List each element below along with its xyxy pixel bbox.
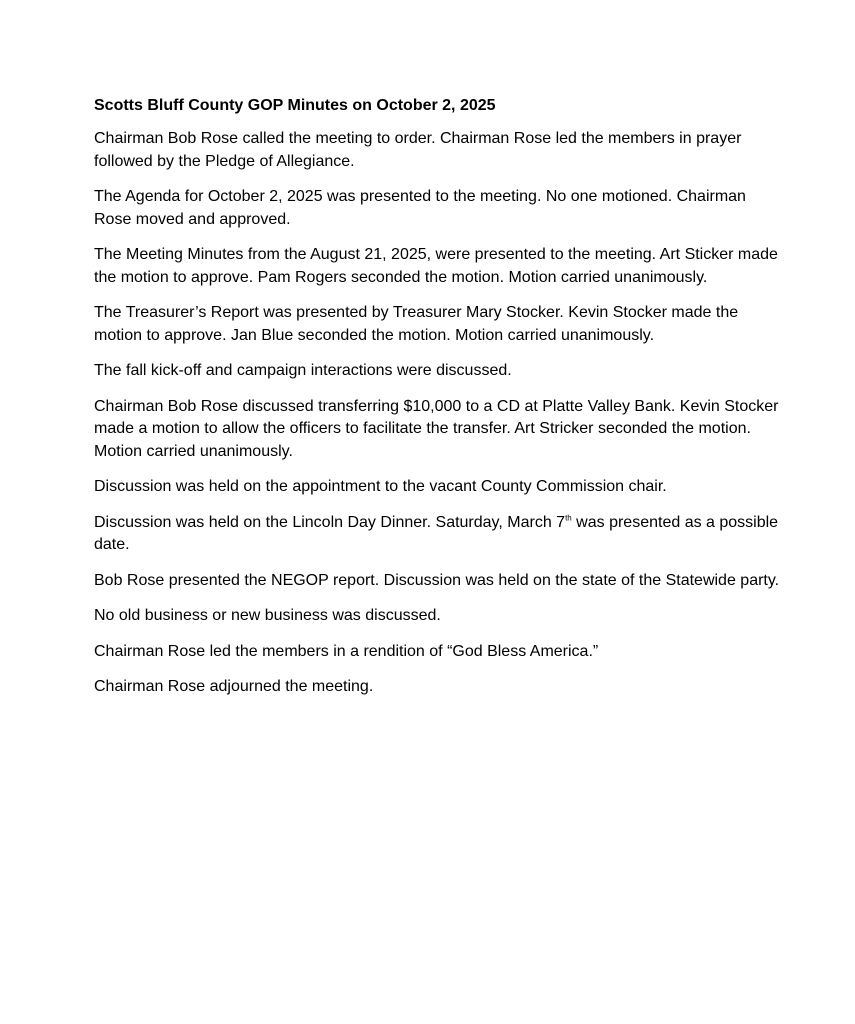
paragraph-negop-report: Bob Rose presented the NEGOP report. Discussion was held on the state of the Statewide party. [94, 571, 780, 589]
paragraph-agenda: The Agenda for October 2, 2025 was presented to the meeting. No one motioned. Chairman Rose moved and approved. [94, 188, 746, 228]
lincoln-day-text-before: Discussion was held on the Lincoln Day Dinner. Saturday, March 7 [94, 513, 566, 531]
paragraph-treasurer-report: The Treasurer’s Report was presented by Treasurer Mary Stocker. Kevin Stocker made the motion to approve. Jan Blue seconded the motion. Motion carried unanimously. [94, 304, 739, 344]
lincoln-day-text-after: was presented as a possible date. [94, 513, 779, 553]
paragraph-lincoln-day-dinner [94, 512, 784, 557]
ordinal-suffix: th [565, 513, 572, 523]
paragraph-meeting-minutes: The Meeting Minutes from the August 21, 2025, were presented to the meeting. Art Sticker made the motion to approve. Pam Rogers seconded the motion. Motion carried unanimously. [94, 246, 778, 286]
paragraph-fall-kickoff: The fall kick-off and campaign interactions were discussed. [94, 362, 512, 379]
paragraph-adjournment: Chairman Rose adjourned the meeting. [94, 678, 374, 695]
paragraph-cd-transfer: Chairman Bob Rose discussed transferring $10,000 to a CD at Platte Valley Bank. Kevin Stocker made a motion to allow the officers to facilitate the transfer. Art Stricker seconded the motion. Motion carried unanimously. [94, 397, 779, 460]
paragraph-call-to-order: Chairman Bob Rose called the meeting to order. Chairman Rose led the members in prayer followed by the Pledge of Allegiance. [94, 130, 742, 170]
minutes-document [94, 96, 784, 712]
document-title: Scotts Bluff County GOP Minutes on October 2, 2025 [94, 97, 496, 114]
paragraph-old-new-business: No old business or new business was discussed. [94, 607, 441, 624]
paragraph-god-bless-america: Chairman Rose led the members in a rendition of “God Bless America.” [94, 642, 599, 660]
paragraph-county-commission: Discussion was held on the appointment to the vacant County Commission chair. [94, 478, 667, 495]
